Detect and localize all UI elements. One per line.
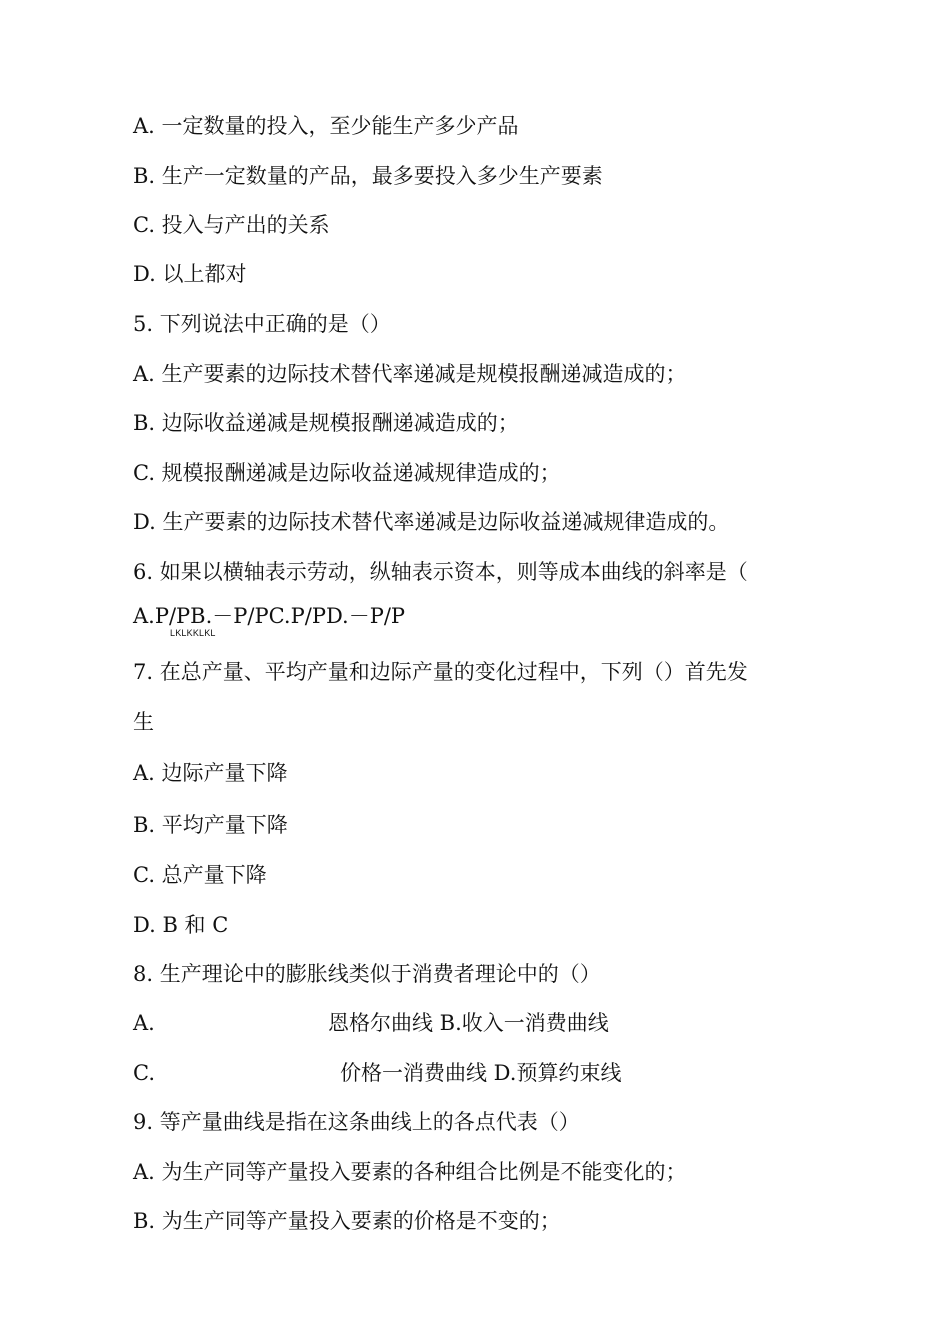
question-7: 7. 在总产量、平均产量和边际产量的变化过程中，下列（）首先发 — [133, 660, 748, 684]
q8-option-a-text: 恩格尔曲线 B.收入一消费曲线 — [328, 1011, 609, 1035]
text-line: B. 平均产量下降 — [133, 813, 288, 837]
question-6: 6. 如果以横轴表示劳动，纵轴表示资本，则等成本曲线的斜率是（ — [133, 560, 748, 584]
text-line: D. B 和 C — [133, 913, 229, 937]
text-line: B. 为生产同等产量投入要素的价格是不变的； — [133, 1209, 561, 1233]
text-line: A.P/PB.－P/PC.P/PD.－P/P — [133, 604, 406, 628]
text-line: A. 为生产同等产量投入要素的各种组合比例是不能变化的； — [133, 1160, 687, 1184]
text-line: A. 生产要素的边际技术替代率递减是规模报酬递减造成的； — [133, 362, 687, 386]
question-8: 8. 生产理论中的膨胀线类似于消费者理论中的（） — [133, 962, 601, 986]
q8-option-c-text: 价格一消费曲线 D.预算约束线 — [340, 1061, 622, 1085]
text-line: A. 一定数量的投入，至少能生产多少产品 — [133, 114, 519, 138]
question-9: 9. 等产量曲线是指在这条曲线上的各点代表（） — [133, 1110, 580, 1134]
q8-option-a-label: A. — [133, 1011, 155, 1035]
text-line: B. 生产一定数量的产品，最多要投入多少生产要素 — [133, 164, 603, 188]
text-line: D. 以上都对 — [133, 262, 247, 286]
subscript-line: LKLKKLKL — [170, 628, 216, 638]
text-line: C. 总产量下降 — [133, 863, 267, 887]
text-line: 生 — [133, 710, 154, 734]
text-line: D. 生产要素的边际技术替代率递减是边际收益递减规律造成的。 — [133, 510, 730, 534]
text-line: C. 投入与产出的关系 — [133, 213, 330, 237]
text-line: B. 边际收益递减是规模报酬递减造成的； — [133, 411, 519, 435]
text-line: A. 边际产量下降 — [133, 761, 288, 785]
text-line: C. 规模报酬递减是边际收益递减规律造成的； — [133, 461, 561, 485]
question-5: 5. 下列说法中正确的是（） — [133, 312, 391, 336]
q8-option-c-label: C. — [133, 1061, 155, 1085]
